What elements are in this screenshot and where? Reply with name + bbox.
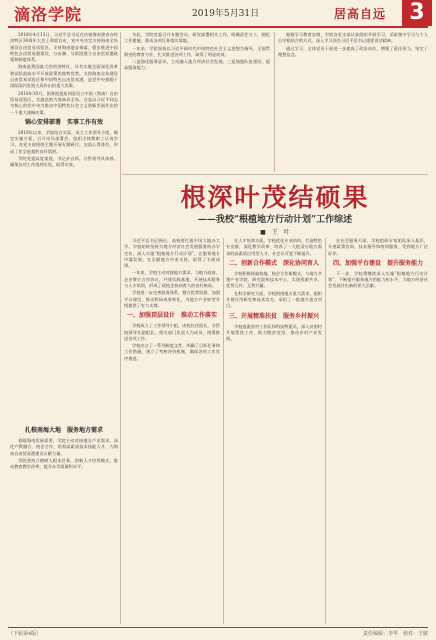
footer-editor: 责任编辑：李华 校对：王敏 <box>362 631 428 637</box>
article-paragraph: 学校成立了工作领导小组，由校长任组长，分管校领导任副组长，相关部门负责人为成员，统筹推进各项工作。 <box>124 323 220 341</box>
article-paragraph: 学校选派驻村工作队和科技特派员，深入贫困村开展帮扶工作，助力脱贫攻坚，推动乡村产业发展。 <box>226 323 322 342</box>
column-divider <box>325 238 326 624</box>
column-divider <box>223 238 224 624</box>
article-paragraph: 一年来，学校主动对接地方需求，与地方政府、企业签订合作协议，共建实践基地，开展技术服务与人才培训，形成了政校企协同育人的良好格局。 <box>124 270 220 289</box>
right-top-article <box>278 32 428 172</box>
masthead <box>0 0 436 24</box>
article-subheading: 四、加强平台建设 提升服务能力 <box>332 259 423 267</box>
masthead-rule <box>8 26 428 28</box>
section-title: 居高自远 <box>334 7 387 21</box>
feature-subheadline: ——我校“根植地方行动计划”工作综述 <box>197 215 353 225</box>
left-bottom-article <box>10 424 118 624</box>
column-divider <box>120 32 121 624</box>
footer-continued: （下转第4版） <box>8 631 42 637</box>
article-paragraph: 学校进一步完善服务体系，整合优势资源，加强平台建设，推动科研成果转化，为地方产业转型升级提供了有力支撑。 <box>124 290 220 308</box>
feature-column-1 <box>124 238 220 624</box>
feature-column-2 <box>226 238 322 624</box>
article-paragraph: 通过学习，全体党员干部进一步提高了政治站位，增强了责任担当，坚定了理想信念。 <box>278 45 428 57</box>
article-paragraph: 根据学习教育安排，学院各党支部认真组织开展学习，采取集中学习与个人自学相结合的方式，深入学习领会习近平总书记重要讲话精神。 <box>278 32 428 44</box>
article-subheading: 一、加强顶层设计 推动工作落实 <box>126 312 217 320</box>
article-subheading: 二、创新合作模式 深化协同育人 <box>228 259 319 267</box>
article-paragraph: 学院坚持立德树人根本任务，创新人才培养模式，推动教育教学改革，提升办学质量和水平。 <box>10 457 118 470</box>
article-paragraph: 在人才培养方面，学校优化专业结构，打造特色专业群，深化教学改革，培养了一大批适应地方需求的高素质应用型人才，社会认可度不断提升。 <box>226 238 322 256</box>
column-divider <box>274 32 275 172</box>
article-paragraph: 2018年10月，国务院批复同意设立中国（海南）自由贸易试验区，实施范围为海南岛全岛。这是以习近平同志为核心的党中央为推动中国特色社会主义创新发展作出的一个重大战略决策。 <box>10 90 118 115</box>
article-subheading: 三、开展精准扶贫 服务乡村振兴 <box>228 312 319 320</box>
article-paragraph: 着眼海南发展需要，学院主动对接地方产业需求，深化产教融合、校企合作，培养高素质技术技能人才，为海南自由贸易港建设贡献力量。 <box>10 438 118 456</box>
center-top-article <box>124 32 270 172</box>
page-footer <box>8 628 428 638</box>
newspaper-title: 滴洛学院 <box>14 5 83 24</box>
article-paragraph: 2018年4月13日，习近平总书记在庆祝海南建省办经济特区30周年大会上郑重宣布，党中央决定支持海南全岛建设自由贸易试验区，支持海南逐步探索、稳步推进中国特色自由贸易港建设，分步骤、分阶段建立自由贸易港政策和制度体系。 <box>10 32 118 63</box>
article-subheading: 扎根南海大地 服务地方需求 <box>24 427 103 434</box>
article-subheading: 锦心安排部署 实事工作有效 <box>24 118 103 126</box>
article-paragraph: 为此，学院党委召开专题会议，研究部署相关工作，明确责任分工，细化工作措施，推动各项任务落实落地。 <box>124 32 270 44</box>
article-paragraph: 学校积极探索校地、校企合作新模式，与地方共建产业学院、研究院和技术中心，实现资源共享、优势互补、互利共赢。 <box>226 270 322 289</box>
section-divider <box>122 174 428 175</box>
article-paragraph: 下一步，学校将继续深入实施“根植地方行动计划”，不断提升服务地方的能力和水平，为地方经济社会发展作出新的更大贡献。 <box>328 270 428 289</box>
left-top-article <box>10 32 118 424</box>
feature-author: ■ 王 叶 <box>260 229 290 236</box>
page-number: 3 <box>402 0 432 26</box>
issue-date: 2019年5月31日 <box>192 9 260 19</box>
feature-headline: 根深叶茂结硕果 <box>180 183 370 212</box>
article-paragraph: 二是强化服务意识，主动融入地方经济社会发展。三是加强队伍建设，提高服务能力。 <box>124 59 270 71</box>
article-paragraph: 学校出台了一系列制度文件，明确了目标任务和工作措施，建立了考核评价机制，确保各项工作有序推进。 <box>124 343 220 361</box>
article-paragraph: 学院党委高度重视，书记亲自抓，分管领导具体抓，确保各项工作落到实处，取得实效。 <box>10 156 118 168</box>
article-paragraph: 一年来，学院坚持以习近平新时代中国特色社会主义思想为指导，全面贯彻党的教育方针，扎实推进各项工作，取得了明显成效。 <box>124 45 270 57</box>
article-paragraph: 习近平总书记指出，高校要扎根中国大地办大学。学校始终坚持为地方经济社会发展服务的办学定位，深入实施“根植地方行动计划”，在服务地方中谋发展，在贡献地方中求支持，取得了丰硕成果。 <box>124 238 220 269</box>
article-paragraph: 在科学研究方面，学校围绕地方重大需求，组织开展应用研究和技术攻关，承担了一批地方重点项目。 <box>226 290 322 309</box>
article-paragraph: 海南是我国最大的经济特区，具有实施全面深化改革和试验最高水平开放政策的独特优势。支持海南全岛建设自由贸易试验区和中国特色自由贸易港，是党中央着眼于国际国内发展大局作出的重大决策。 <box>10 64 118 89</box>
feature-column-3 <box>328 238 428 624</box>
article-paragraph: 2019年以来，学院结合实际，成立工作领导小组，制定实施方案，召开动员部署会，组织全体教职工认真学习。各党支部围绕主题开展专题研讨，交流心得体会，形成了比学赶超的良好氛围。 <box>10 129 118 154</box>
article-paragraph: 在社会服务方面，学校组织专家团队深入基层，开展政策咨询、技术指导和培训服务，受到地方广泛好评。 <box>328 238 428 256</box>
